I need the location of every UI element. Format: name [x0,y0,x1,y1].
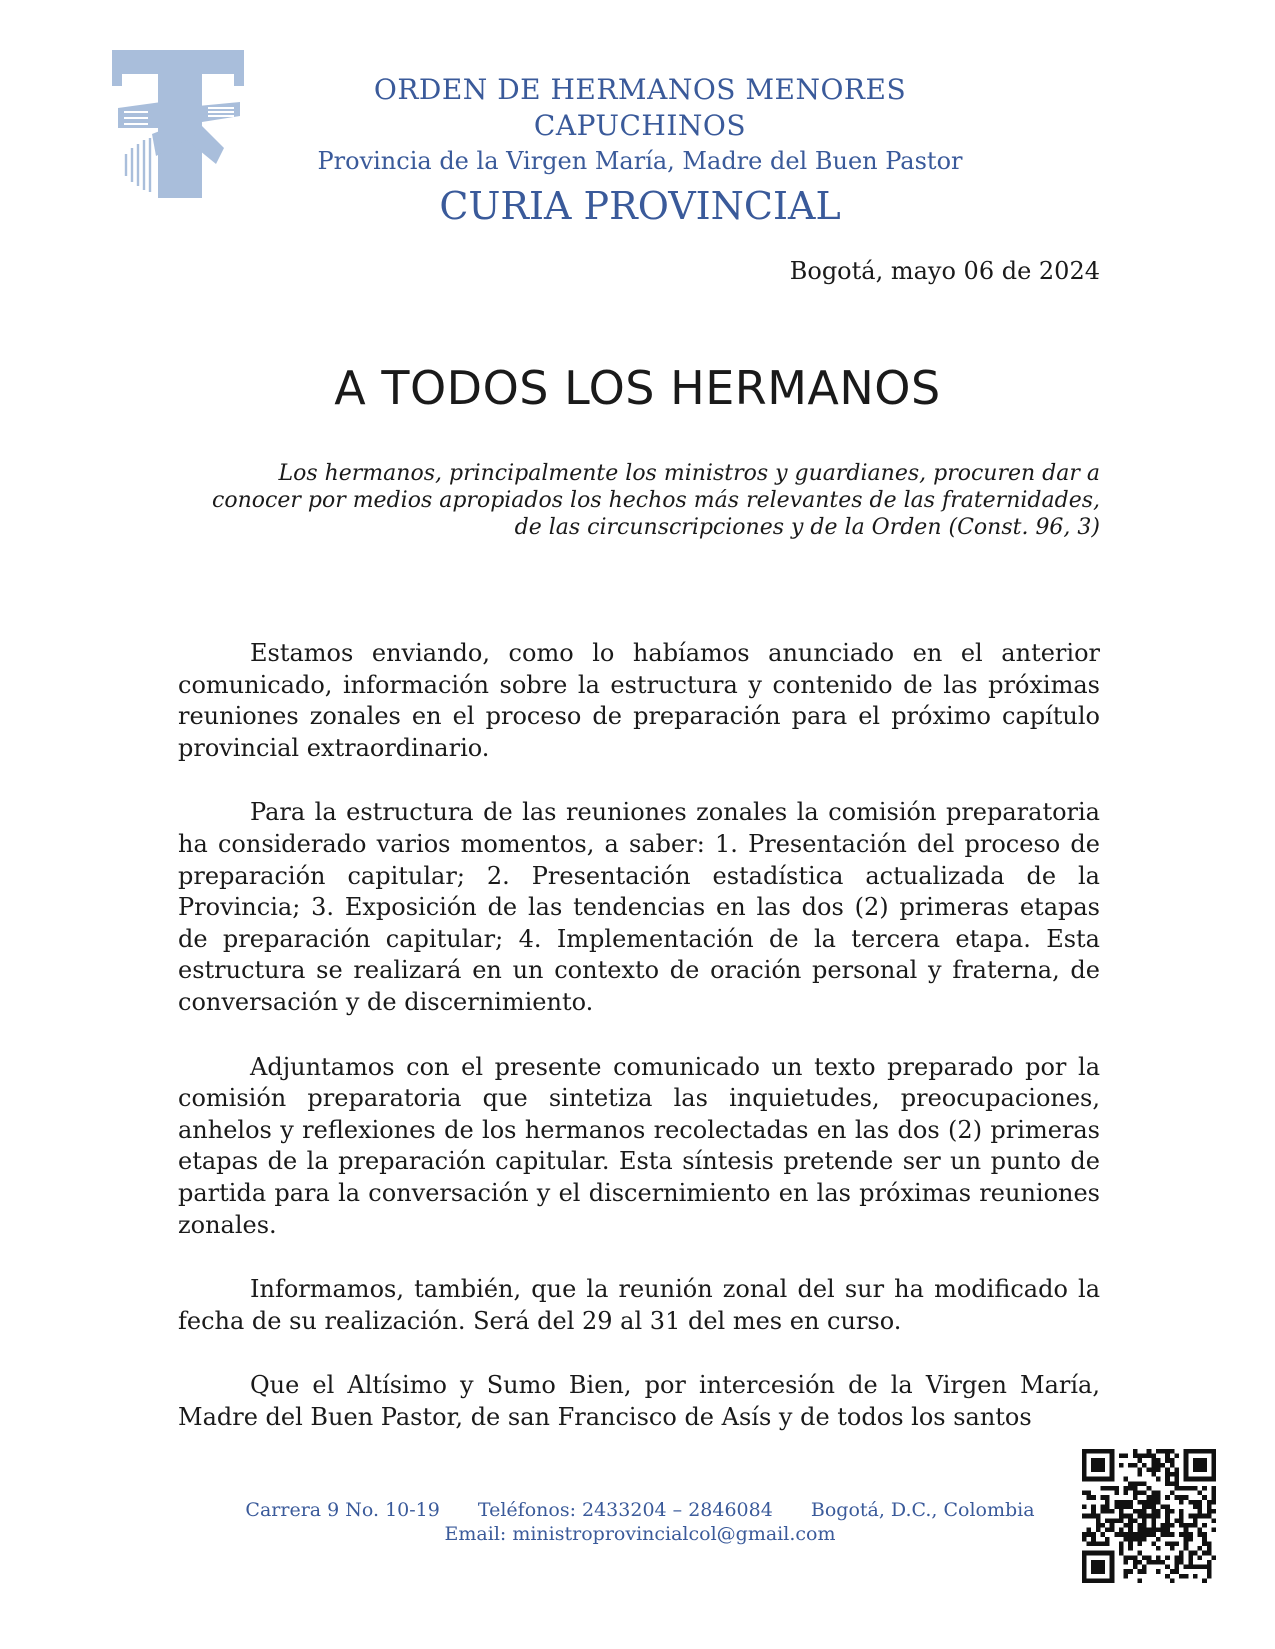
footer-city: Bogotá, D.C., Colombia [810,1499,1035,1521]
footer-address: Carrera 9 No. 10-19 [245,1499,440,1521]
order-name: ORDEN DE HERMANOS MENORES CAPUCHINOS [373,73,907,142]
body-paragraph: Adjuntamos con el presente comunicado un texto preparado por la comisión preparatoria que sintetiza las inquietudes, preocupaciones, anhelos y reflexiones de los hermanos recolectadas en las dos (2) primeras etapas de la preparación capitular. Esta síntesis pretende ser un punto de partida para la conversación y el discernimiento en las próximas reuniones zonales. [178,1052,1100,1239]
page-title: A TODOS LOS HERMANOS [334,361,941,415]
page-footer [220,1498,1060,1546]
qr-code-icon [1082,1449,1216,1583]
franciscan-tau-logo-icon [112,50,252,210]
contact-line [220,1498,1060,1522]
body-paragraph: Para la estructura de las reuniones zonales la comisión preparatoria ha considerado varios momentos, a saber: 1. Presentación del proceso de preparación capitular; 2. Presentación estadística actualizada de la Provincia; 3. Exposición de las tendencias en las dos (2) primeras etapas de preparación capitular; 4. Implementación de la tercera etapa. Esta estructura se realizará en un contexto de oración personal y fraterna, de conversación y de discernimiento. [178,798,1100,1016]
letter-date: Bogotá, mayo 06 de 2024 [789,257,1100,285]
footer-email: Email: ministroprovincialcol@gmail.com [444,1523,836,1545]
letterhead [290,72,990,230]
curia-heading: CURIA PROVINCIAL [439,184,841,228]
province-name: Provincia de la Virgen María, Madre del Buen Pastor [317,147,963,175]
body-paragraph: Que el Altísimo y Sumo Bien, por intercesión de la Virgen María, Madre del Buen Pastor, de san Francisco de Asís y de todos los santos [178,1371,1100,1431]
quote-line: Los hermanos, principalmente los ministros y guardianes, procuren dar a [278,461,1100,486]
footer-phones: Teléfonos: 2433204 – 2846084 [477,1499,773,1521]
quote-line: de las circunscripciones y de la Orden (Const. 96, 3) [514,515,1100,540]
epigraph-quote [180,460,1100,541]
body-paragraph: Informamos, también, que la reunión zonal del sur ha modificado la fecha de su realización. Será del 29 al 31 del mes en curso. [178,1275,1100,1335]
quote-line: conocer por medios apropiados los hechos más relevantes de las fraternidades, [212,488,1100,513]
body-paragraph: Estamos enviando, como lo habíamos anunciado en el anterior comunicado, información sobre la estructura y contenido de las próximas reuniones zonales en el proceso de preparación para el próximo capítulo provincial extraordinario. [178,639,1100,762]
letter-body [178,638,1100,1466]
